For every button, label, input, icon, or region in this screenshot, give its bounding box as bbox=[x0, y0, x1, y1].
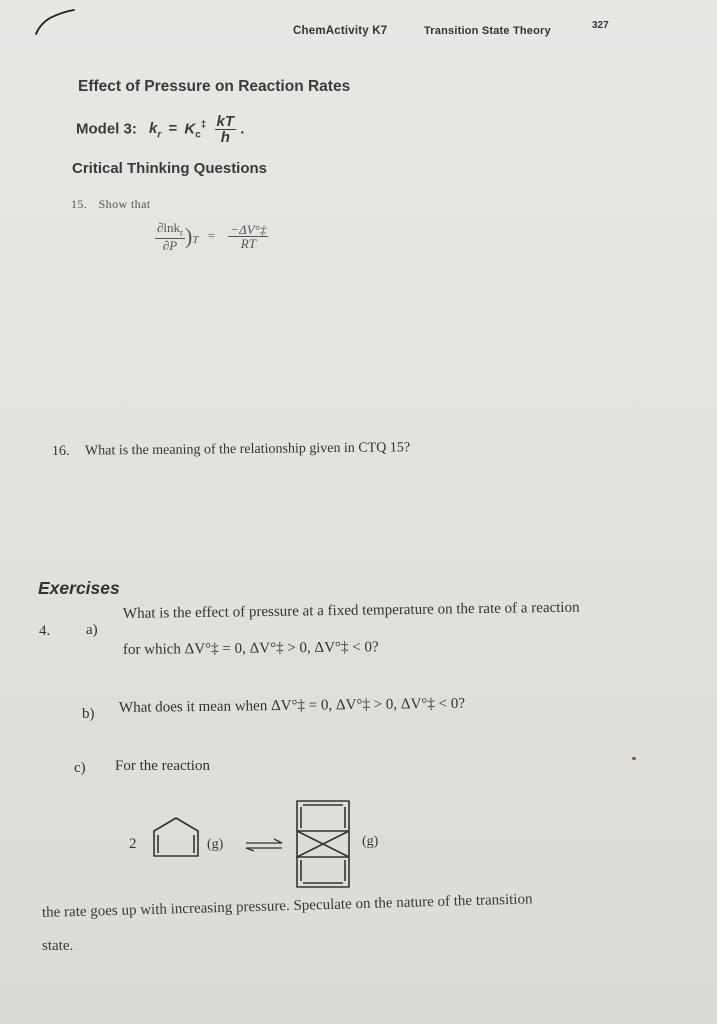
model-label: Model 3: bbox=[76, 120, 137, 138]
reactant-phase: (g) bbox=[207, 837, 224, 852]
ctq-15-text: Show that bbox=[98, 197, 151, 211]
exercise-4c-final-line2: state. bbox=[42, 938, 74, 954]
exercise-4-number: 4. bbox=[39, 623, 51, 639]
exercise-4c-label: c) bbox=[74, 760, 86, 776]
exercise-4c-text: For the reaction bbox=[115, 758, 210, 774]
exercise-4b-label: b) bbox=[82, 706, 95, 722]
ctq-15 bbox=[71, 197, 151, 212]
equilibrium-arrows-icon bbox=[244, 838, 284, 852]
reaction-coefficient: 2 bbox=[129, 836, 137, 852]
exercise-4c-final-line1: the rate goes up with increasing pressure. Speculate on the nature of the transition bbox=[41, 891, 533, 921]
ctq-16-number: 16. bbox=[51, 443, 70, 459]
ctq-15-number: 15. bbox=[71, 197, 88, 211]
exercise-4b-text: What does it mean when ΔV°‡ = 0, ΔV°‡ > 0, ΔV°‡ < 0? bbox=[118, 695, 466, 716]
tricyclic-product-icon bbox=[291, 795, 355, 893]
header-topic: Transition State Theory bbox=[424, 25, 551, 37]
cyclobutadiene-icon bbox=[148, 815, 206, 861]
ctq-16 bbox=[52, 440, 410, 460]
exercises-heading: Exercises bbox=[38, 578, 120, 598]
pen-mark-icon bbox=[28, 4, 78, 38]
ctq-heading: Critical Thinking Questions bbox=[72, 160, 268, 177]
page-number: 327 bbox=[592, 20, 609, 31]
ctq-15-equation: $\frac{\partial\ln k_r}{\partial P}$ )$_T$ = $\frac{-\Delta V^\circ\ddagger}{RT}$ bbox=[157, 220, 267, 253]
section-title: Effect of Pressure on Reaction Rates bbox=[78, 78, 351, 95]
model-fraction: $\frac{kT}{h}$ bbox=[216, 113, 235, 146]
product-phase: (g) bbox=[362, 834, 379, 849]
ink-dot bbox=[632, 757, 636, 760]
exercise-4a-label: a) bbox=[86, 622, 98, 638]
model-equation: Model 3: $k_r = K_c^\ddagger$ $\frac{kT}{h}$ . bbox=[76, 113, 245, 146]
exercise-4a-line2: for which ΔV°‡ = 0, ΔV°‡ > 0, ΔV°‡ < 0? bbox=[122, 639, 379, 658]
header-activity: ChemActivity K7 bbox=[293, 25, 388, 37]
ctq-16-text: What is the meaning of the relationship given in CTQ 15? bbox=[84, 440, 411, 459]
exercise-4a-line1: What is the effect of pressure at a fixed temperature on the rate of a reaction bbox=[122, 599, 580, 622]
